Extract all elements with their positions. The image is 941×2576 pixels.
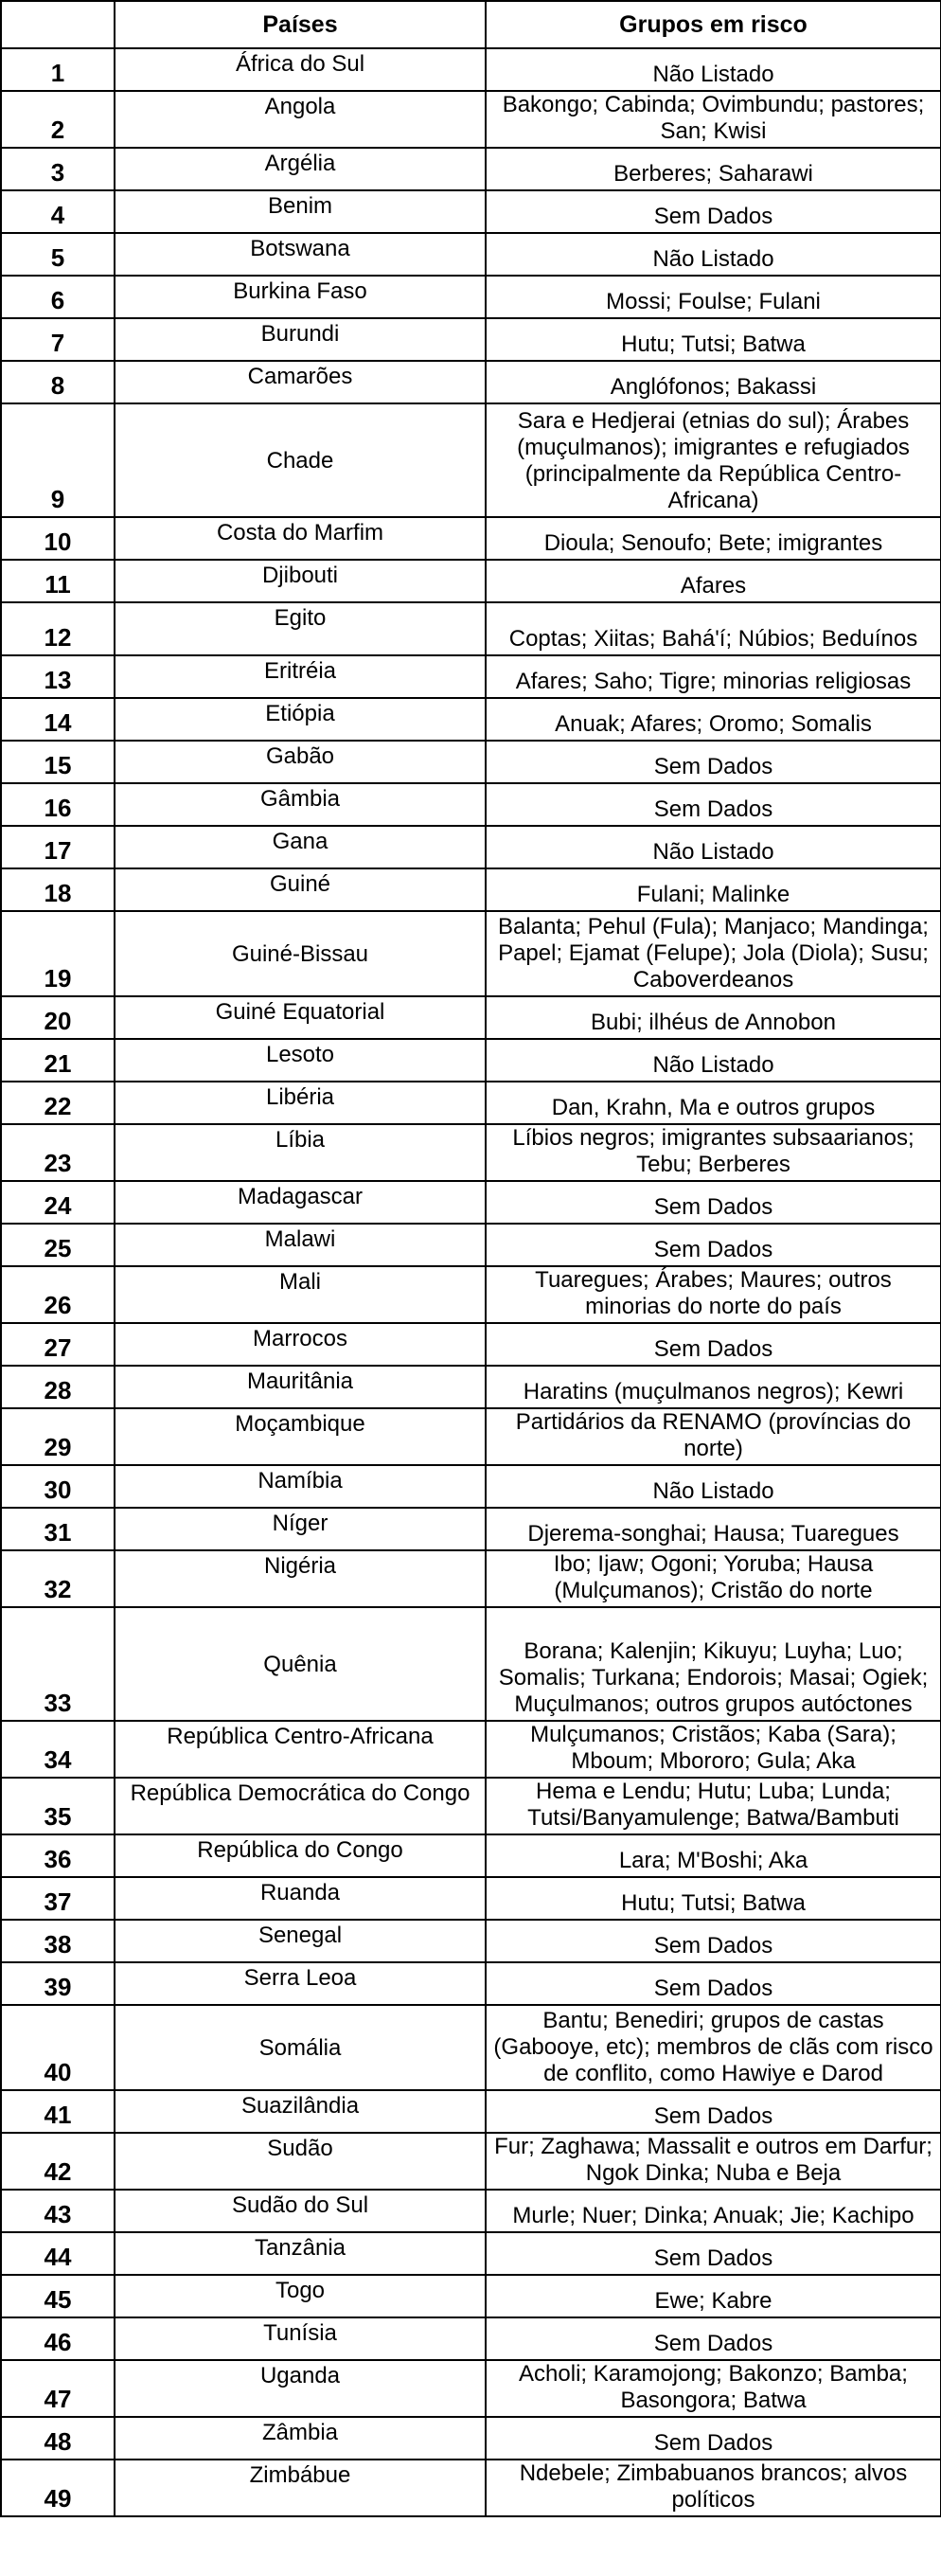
table-row (1, 1124, 941, 1181)
groups-cell: Não Listado (486, 1039, 941, 1082)
country-cell: Moçambique (115, 1408, 486, 1465)
table-row (1, 1408, 941, 1465)
table-row (1, 2275, 941, 2317)
country-cell: Egito (115, 602, 486, 655)
groups-cell: Ndebele; Zimbabuanos brancos; alvos políticos (486, 2460, 941, 2516)
table-row (1, 2460, 941, 2516)
table-row (1, 233, 941, 276)
row-number: 14 (1, 698, 115, 741)
row-number: 29 (1, 1408, 115, 1465)
row-number: 24 (1, 1181, 115, 1224)
header-num (1, 1, 115, 48)
groups-cell: Murle; Nuer; Dinka; Anuak; Jie; Kachipo (486, 2190, 941, 2232)
groups-cell: Coptas; Xiitas; Bahá'í; Núbios; Beduínos (486, 602, 941, 655)
country-cell: Sudão (115, 2133, 486, 2190)
table-row (1, 2090, 941, 2133)
row-number: 35 (1, 1778, 115, 1834)
row-number: 41 (1, 2090, 115, 2133)
country-cell: Gabão (115, 741, 486, 783)
groups-cell: Não Listado (486, 48, 941, 91)
country-cell: Angola (115, 91, 486, 148)
row-number: 7 (1, 318, 115, 361)
groups-cell: Afares; Saho; Tigre; minorias religiosas (486, 655, 941, 698)
table-row (1, 996, 941, 1039)
row-number: 3 (1, 148, 115, 190)
groups-cell: Berberes; Saharawi (486, 148, 941, 190)
row-number: 5 (1, 233, 115, 276)
table-row (1, 1508, 941, 1550)
row-number: 44 (1, 2232, 115, 2275)
country-cell: Costa do Marfim (115, 517, 486, 560)
row-number: 34 (1, 1721, 115, 1778)
row-number: 38 (1, 1920, 115, 1962)
country-cell: República Democrática do Congo (115, 1778, 486, 1834)
country-cell: Lesoto (115, 1039, 486, 1082)
groups-cell: Haratins (muçulmanos negros); Kewri (486, 1366, 941, 1408)
country-cell: Mali (115, 1266, 486, 1323)
country-cell: Botswana (115, 233, 486, 276)
country-cell: República do Congo (115, 1834, 486, 1877)
row-number: 37 (1, 1877, 115, 1920)
groups-cell: Hema e Lendu; Hutu; Luba; Lunda; Tutsi/Banyamulenge; Batwa/Bambuti (486, 1778, 941, 1834)
country-cell: Gâmbia (115, 783, 486, 826)
table-row (1, 655, 941, 698)
country-cell: Guiné Equatorial (115, 996, 486, 1039)
row-number: 15 (1, 741, 115, 783)
country-cell: Etiópia (115, 698, 486, 741)
table-row (1, 2417, 941, 2460)
groups-cell: Anglófonos; Bakassi (486, 361, 941, 403)
country-cell: Namíbia (115, 1465, 486, 1508)
country-cell: Sudão do Sul (115, 2190, 486, 2232)
row-number: 31 (1, 1508, 115, 1550)
table-row (1, 1834, 941, 1877)
table-row (1, 1181, 941, 1224)
row-number: 16 (1, 783, 115, 826)
country-cell: Madagascar (115, 1181, 486, 1224)
table-body (1, 48, 941, 2516)
groups-cell: Mossi; Foulse; Fulani (486, 276, 941, 318)
row-number: 40 (1, 2005, 115, 2090)
table-row (1, 2190, 941, 2232)
table-row (1, 2360, 941, 2417)
row-number: 17 (1, 826, 115, 868)
table-row (1, 1920, 941, 1962)
row-number: 4 (1, 190, 115, 233)
table-row (1, 1721, 941, 1778)
groups-cell: Fulani; Malinke (486, 868, 941, 911)
country-cell: Zimbábue (115, 2460, 486, 2516)
groups-cell: Sara e Hedjerai (etnias do sul); Árabes (muçulmanos); imigrantes e refugiados (principalmente da República Centro-Africana) (486, 403, 941, 517)
country-cell: Malawi (115, 1224, 486, 1266)
country-cell: Guiné (115, 868, 486, 911)
groups-cell: Lara; M'Boshi; Aka (486, 1834, 941, 1877)
table-row (1, 1366, 941, 1408)
groups-cell: Anuak; Afares; Oromo; Somalis (486, 698, 941, 741)
row-number: 39 (1, 1962, 115, 2005)
table-row (1, 276, 941, 318)
country-cell: Djibouti (115, 560, 486, 602)
country-cell: Níger (115, 1508, 486, 1550)
row-number: 36 (1, 1834, 115, 1877)
groups-cell: Bantu; Benediri; grupos de castas (Gabooye, etc); membros de clãs com risco de conflito, como Hawiye e Darod (486, 2005, 941, 2090)
country-cell: Chade (115, 403, 486, 517)
table-row (1, 1962, 941, 2005)
groups-cell: Sem Dados (486, 190, 941, 233)
table-row (1, 2232, 941, 2275)
country-cell: Somália (115, 2005, 486, 2090)
table-row (1, 517, 941, 560)
groups-cell: Não Listado (486, 1465, 941, 1508)
country-cell: Guiné-Bissau (115, 911, 486, 996)
country-cell: Uganda (115, 2360, 486, 2417)
row-number: 32 (1, 1550, 115, 1607)
row-number: 11 (1, 560, 115, 602)
row-number: 12 (1, 602, 115, 655)
row-number: 8 (1, 361, 115, 403)
groups-cell: Dan, Krahn, Ma e outros grupos (486, 1082, 941, 1124)
country-cell: Ruanda (115, 1877, 486, 1920)
row-number: 33 (1, 1607, 115, 1721)
groups-cell: Sem Dados (486, 1323, 941, 1366)
table-row (1, 560, 941, 602)
groups-cell: Sem Dados (486, 2317, 941, 2360)
country-cell: Togo (115, 2275, 486, 2317)
row-number: 13 (1, 655, 115, 698)
table-row (1, 48, 941, 91)
groups-cell: Sem Dados (486, 1920, 941, 1962)
country-cell: Senegal (115, 1920, 486, 1962)
table-row (1, 361, 941, 403)
row-number: 25 (1, 1224, 115, 1266)
row-number: 45 (1, 2275, 115, 2317)
table-row (1, 2133, 941, 2190)
table-row (1, 1778, 941, 1834)
country-cell: Tunísia (115, 2317, 486, 2360)
groups-cell: Sem Dados (486, 1181, 941, 1224)
groups-cell: Sem Dados (486, 1962, 941, 2005)
table-row (1, 911, 941, 996)
table-row (1, 1550, 941, 1607)
groups-cell: Tuaregues; Árabes; Maures; outros minorias do norte do país (486, 1266, 941, 1323)
row-number: 43 (1, 2190, 115, 2232)
table-row (1, 1323, 941, 1366)
table-row (1, 2317, 941, 2360)
groups-cell: Líbios negros; imigrantes subsaarianos; Tebu; Berberes (486, 1124, 941, 1181)
table-row (1, 1224, 941, 1266)
row-number: 2 (1, 91, 115, 148)
table-row (1, 741, 941, 783)
row-number: 19 (1, 911, 115, 996)
table-row (1, 1082, 941, 1124)
country-cell: Burundi (115, 318, 486, 361)
groups-cell: Bakongo; Cabinda; Ovimbundu; pastores; San; Kwisi (486, 91, 941, 148)
country-cell: Burkina Faso (115, 276, 486, 318)
row-number: 6 (1, 276, 115, 318)
groups-cell: Ewe; Kabre (486, 2275, 941, 2317)
header-groups: Grupos em risco (486, 1, 941, 48)
groups-cell: Balanta; Pehul (Fula); Manjaco; Mandinga; Papel; Ejamat (Felupe); Jola (Diola); Susu; Caboverdeanos (486, 911, 941, 996)
groups-cell: Bubi; ilhéus de Annobon (486, 996, 941, 1039)
country-cell: Eritréia (115, 655, 486, 698)
groups-cell: Afares (486, 560, 941, 602)
row-number: 1 (1, 48, 115, 91)
groups-cell: Sem Dados (486, 1224, 941, 1266)
groups-cell: Fur; Zaghawa; Massalit e outros em Darfur; Ngok Dinka; Nuba e Beja (486, 2133, 941, 2190)
table-row (1, 403, 941, 517)
groups-cell: Hutu; Tutsi; Batwa (486, 318, 941, 361)
groups-cell: Ibo; Ijaw; Ogoni; Yoruba; Hausa (Mulçumanos); Cristão do norte (486, 1550, 941, 1607)
country-cell: Líbia (115, 1124, 486, 1181)
groups-cell: Partidários da RENAMO (províncias do norte) (486, 1408, 941, 1465)
groups-cell: Sem Dados (486, 2417, 941, 2460)
country-cell: Benim (115, 190, 486, 233)
row-number: 27 (1, 1323, 115, 1366)
table-row (1, 868, 941, 911)
groups-cell: Djerema-songhai; Hausa; Tuaregues (486, 1508, 941, 1550)
table-row (1, 1607, 941, 1721)
row-number: 10 (1, 517, 115, 560)
table-row (1, 148, 941, 190)
table-row (1, 1039, 941, 1082)
country-cell: Mauritânia (115, 1366, 486, 1408)
country-cell: República Centro-Africana (115, 1721, 486, 1778)
groups-cell: Mulçumanos; Cristãos; Kaba (Sara); Mboum; Mbororo; Gula; Aka (486, 1721, 941, 1778)
groups-cell: Sem Dados (486, 783, 941, 826)
groups-cell: Acholi; Karamojong; Bakonzo; Bamba; Basongora; Batwa (486, 2360, 941, 2417)
groups-cell: Sem Dados (486, 2232, 941, 2275)
country-cell: Nigéria (115, 1550, 486, 1607)
table-row (1, 698, 941, 741)
table-row (1, 91, 941, 148)
table-row (1, 318, 941, 361)
country-cell: Quênia (115, 1607, 486, 1721)
groups-cell: Sem Dados (486, 2090, 941, 2133)
country-cell: Serra Leoa (115, 1962, 486, 2005)
table-row (1, 1877, 941, 1920)
country-cell: Zâmbia (115, 2417, 486, 2460)
table-row (1, 190, 941, 233)
row-number: 47 (1, 2360, 115, 2417)
country-cell: Marrocos (115, 1323, 486, 1366)
table-row (1, 2005, 941, 2090)
row-number: 21 (1, 1039, 115, 1082)
table-row (1, 1266, 941, 1323)
groups-cell: Sem Dados (486, 741, 941, 783)
row-number: 30 (1, 1465, 115, 1508)
country-cell: Libéria (115, 1082, 486, 1124)
header-countries: Países (115, 1, 486, 48)
row-number: 28 (1, 1366, 115, 1408)
table-row (1, 602, 941, 655)
row-number: 49 (1, 2460, 115, 2516)
row-number: 48 (1, 2417, 115, 2460)
row-number: 22 (1, 1082, 115, 1124)
row-number: 20 (1, 996, 115, 1039)
row-number: 46 (1, 2317, 115, 2360)
country-cell: Suazilândia (115, 2090, 486, 2133)
country-cell: Tanzânia (115, 2232, 486, 2275)
country-cell: África do Sul (115, 48, 486, 91)
country-cell: Argélia (115, 148, 486, 190)
row-number: 9 (1, 403, 115, 517)
row-number: 23 (1, 1124, 115, 1181)
country-cell: Camarões (115, 361, 486, 403)
table-row (1, 783, 941, 826)
groups-cell: Hutu; Tutsi; Batwa (486, 1877, 941, 1920)
country-cell: Gana (115, 826, 486, 868)
groups-cell: Dioula; Senoufo; Bete; imigrantes (486, 517, 941, 560)
table-row (1, 826, 941, 868)
row-number: 26 (1, 1266, 115, 1323)
row-number: 18 (1, 868, 115, 911)
table-row (1, 1465, 941, 1508)
groups-cell: Não Listado (486, 233, 941, 276)
groups-cell: Não Listado (486, 826, 941, 868)
header-row (1, 1, 941, 48)
groups-cell: Borana; Kalenjin; Kikuyu; Luyha; Luo; Somalis; Turkana; Endorois; Masai; Ogiek; Muçulmanos; outros grupos autóctones (486, 1607, 941, 1721)
row-number: 42 (1, 2133, 115, 2190)
